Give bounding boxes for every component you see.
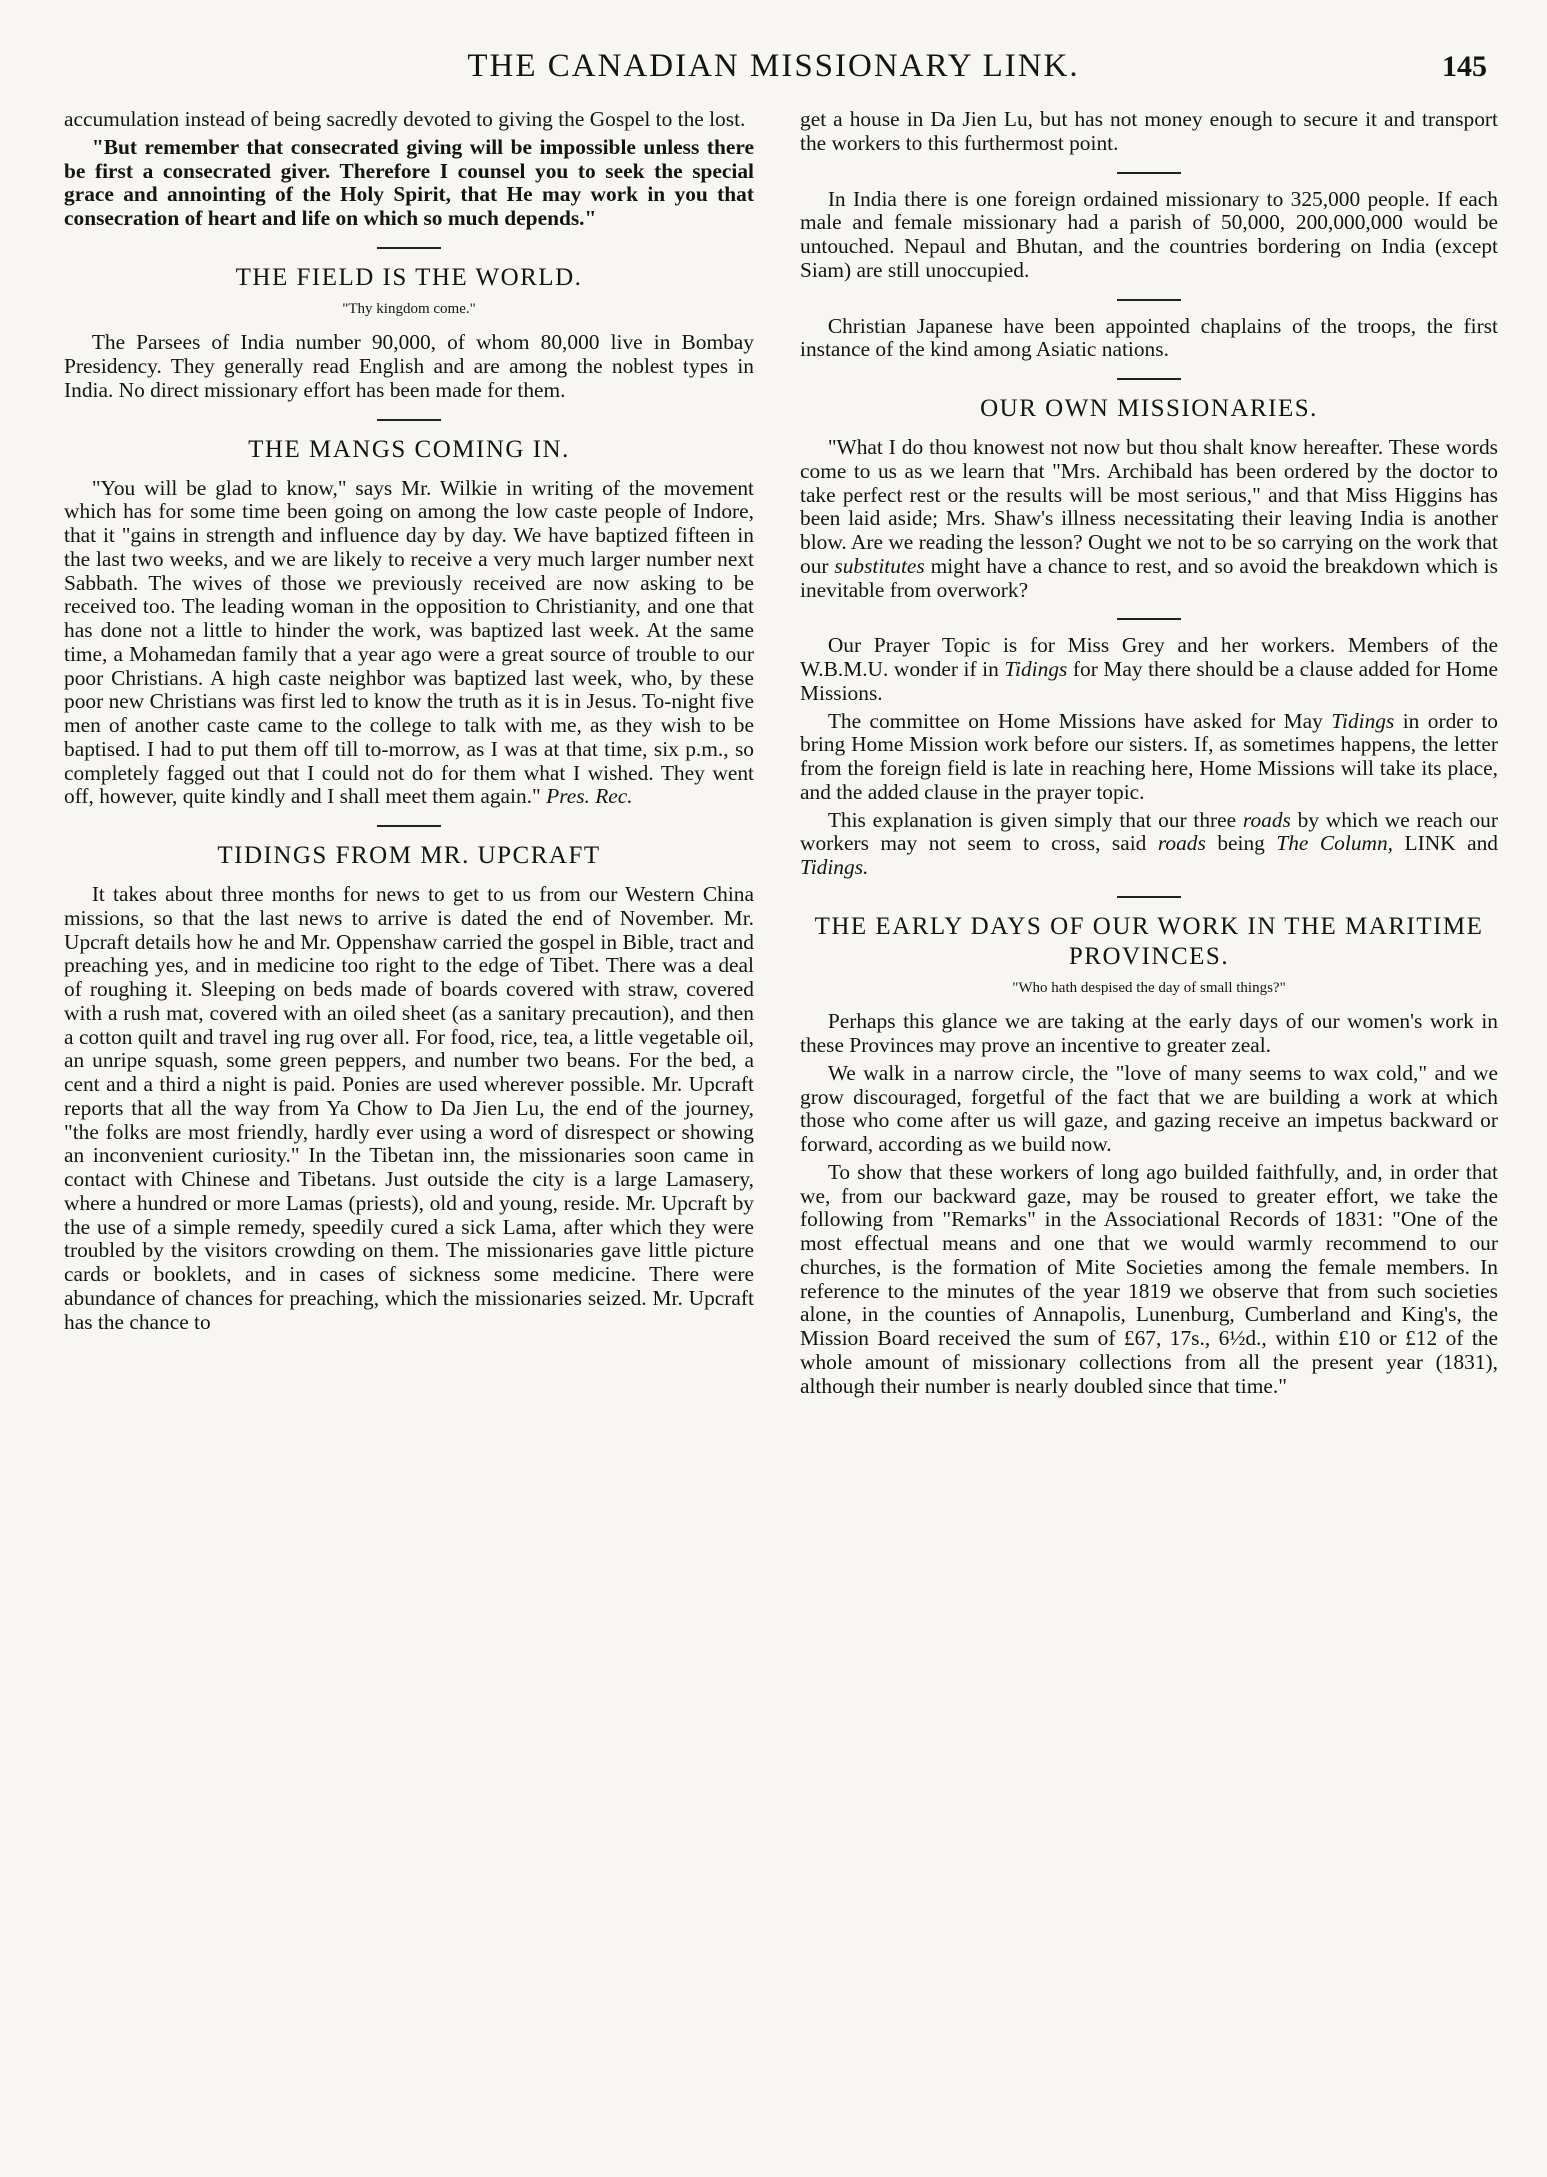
section-divider (1117, 299, 1181, 301)
section-divider (1117, 618, 1181, 620)
section-divider (1117, 378, 1181, 380)
heading-field-is-the-world: THE FIELD IS THE WORLD. (235, 263, 583, 291)
journal-title: THE CANADIAN MISSIONARY LINK. (467, 48, 1080, 84)
right-column (800, 108, 1498, 1402)
home-missions-paragraph (800, 710, 1498, 805)
home-text-em: Tidings (1331, 708, 1395, 733)
section-divider (1117, 172, 1181, 174)
motto-thy-kingdom: "Thy kingdom come." (342, 300, 476, 317)
section-divider (377, 247, 441, 249)
roads-paragraph (800, 809, 1498, 880)
heading-early-days: THE EARLY DAYS OF OUR WORK IN THE MARITIME PROVINCES. (814, 912, 1484, 970)
running-head (60, 44, 1487, 96)
upcraft-paragraph: It takes about three months for news to get to us from our Western China missions, so that the last news to arrive is dated the end of November. Mr. Upcraft details how he and Mr. Oppenshaw carried the gospel in Bible, tract and preaching yes, and in medicine too right to the edge of Tibet. There was a deal of roughing it. Sleeping on beds made of boards covered with straw, covered with a rush mat, covered with an oiled sheet (as a sanitary precaution), and then a cotton quilt and travel ing rug over all. For food, rice, tea, a little vegetable oil, an unripe squash, some green peppers, and number two beans. For the bed, a cent and a third a night is paid. Ponies are used wherever possible. Mr. Upcraft reports that all the way from Ya Chow to Da Jien Lu, the end of the journey, "the folks are most friendly, hardly ever using a word of disrespect or showing an inconvenient curiosity." In the Tibetan inn, the missionaries soon came in contact with Chinese and Tibetans. Just outside the city is a large Lamasery, where a hundred or more Lamas (priests), old and young, reside. Mr. Upcraft by the use of a simple remedy, speedily cured a sick Lama, after which they were troubled by the visitors crowding on them. The missionaries gave little picture cards or booklets, and in cases of sickness some medicine. There were abundance of chances for preaching, which the missionaries seized. Mr. Upcraft has the chance to (64, 882, 754, 1334)
upcraft-continuation: get a house in Da Jien Lu, but has not money enough to secure it and transport the workers to this furthermost point. (800, 107, 1498, 155)
heading-tidings-upcraft: TIDINGS FROM MR. UPCRAFT (217, 842, 601, 870)
prayer-text-em: Tidings (1004, 657, 1068, 681)
mangs-paragraph (64, 477, 754, 810)
prayer-text-a: Our Prayer Topic is for Miss Grey and her workers. Members of the W.B.M.U. wonder if in (800, 633, 1498, 681)
section-divider (377, 419, 441, 421)
india-paragraph: In India there is one foreign ordained missionary to 325,000 people. If each male and female missionary had a parish of 50,000, 200,000,000 would be untouched. Nepaul and Bhutan, and the countries bordering on India (except Siam) are still unoccupied. (800, 186, 1498, 282)
own-text-em: substitutes (834, 553, 925, 578)
mangs-text: "You will be glad to know," says Mr. Wilkie in writing of the movement which has for some time been going on among the low caste people of Indore, that it "gains in strength and influence day by day. We have baptized fifteen in the last two weeks, and we are likely to receive a very much larger number next Sabbath. The wives of those we previously received are now asking to be received too. The leading woman in the opposition to Christianity, and one that has done not a little to hinder the work, was baptized last week. At the same time, a Mohamedan family that a year ago were a great source of trouble to our poor Christians. A high caste neighbor was baptized last week, who, by these poor new Christians was first led to know the truth as it is in Jesus. To-night five men of another caste came to the college to talk with me, as they wish to be baptised. I had to put them off till to-morrow, as I was at that time, six p.m., so completely fagged out that I could not do for them what I wished. They went off, however, quite kindly and I shall meet them again." (64, 475, 754, 809)
section-divider (1117, 896, 1181, 898)
roads-text-a: This explanation is given simply that our three (827, 807, 1237, 832)
roads-text-em2: roads (1157, 831, 1206, 856)
motto-small-things: "Who hath despised the day of small things?" (1012, 979, 1286, 996)
roads-text-b: by which we reach our workers may not seem to cross, said (800, 807, 1498, 856)
prayer-topic-paragraph (800, 634, 1498, 705)
roads-text-d: LINK and (1404, 831, 1498, 856)
early-days-paragraph-1: Perhaps this glance we are taking at the early days of our women's work in these Provinces may prove an incentive to greater zeal. (800, 1009, 1498, 1058)
roads-text-em3: The Column, (1276, 831, 1394, 856)
home-text-b: in order to bring Home Mission work before our sisters. If, as sometimes happens, the letter from the foreign field is late in reaching here, Home Missions will take its place, and the added clause in the prayer topic. (800, 708, 1498, 804)
left-column (64, 108, 754, 1338)
intro-quote: "But remember that consecrated giving will be impossible unless there be first a consecrated giver. Therefore I counsel you to seek the special grace and annointing of the Holy Spirit, that He may work in you that consecration of heart and life on which so much depends." (64, 134, 754, 230)
own-text-a: "What I do thou knowest not now but thou shalt know hereafter. These words come to us as we learn that "Mrs. Archibald has been ordered by the doctor to take perfect rest or the results will be most serious," and that Miss Higgins has been laid aside; Mrs. Shaw's illness necessitating their leaving India is another blow. Are we reading the lesson? Ought we not to be so carrying on the work that our (800, 435, 1498, 578)
intro-continuation: accumulation instead of being sacredly devoted to giving the Gospel to the lost. (64, 107, 746, 131)
page-number: 145 (1442, 50, 1487, 83)
japanese-paragraph: Christian Japanese have been appointed chaplains of the troops, the first instance of the kind among Asiatic nations. (800, 313, 1498, 362)
home-text-a: The committee on Home Missions have asked for May (827, 708, 1323, 733)
mangs-source: Pres. Rec. (546, 784, 633, 809)
heading-our-own-missionaries: OUR OWN MISSIONARIES. (980, 395, 1318, 422)
heading-mangs-coming-in: THE MANGS COMING IN. (248, 435, 570, 463)
early-days-paragraph-3: To show that these workers of long ago builded faithfully, and, in order that we, from our backward gaze, may be roused to greater effort, we take the following from "Remarks" in the Associational Records of 1831: "One of the most effectual means and one that we would warmly recommend to our churches, is the formation of Mite Societies among the female members. In reference to the minutes of the year 1819 we observe that from such societies alone, in the counties of Annapolis, Lunenburg, Cumberland and King's, the Mission Board received the sum of £67, 17s., 6½d., within £10 or £12 of the whole amount of missionary collections from all the present year (1831), although their number is nearly doubled since that time." (800, 1159, 1498, 1398)
own-text-b: might have a chance to rest, and so avoid the breakdown which is inevitable from overwork? (800, 553, 1498, 602)
roads-text-c: being (1217, 831, 1265, 856)
section-divider (377, 825, 441, 827)
own-missionaries-paragraph (800, 436, 1498, 602)
early-days-paragraph-2: We walk in a narrow circle, the "love of many seems to wax cold," and we grow discouraged, forgetful of the fact that we are building a work at which those who come after us will gaze, and gazing receive an impetus backward or forward, according as we build now. (800, 1060, 1498, 1157)
roads-text-em1: roads (1242, 807, 1291, 832)
parsees-paragraph: The Parsees of India number 90,000, of whom 80,000 live in Bombay Presidency. They generally read English and are among the noblest types in India. No direct missionary effort has been made for them. (64, 330, 754, 402)
roads-text-em4: Tidings. (800, 855, 869, 879)
prayer-text-b: for May there should be a clause added for Home Missions. (800, 657, 1498, 705)
